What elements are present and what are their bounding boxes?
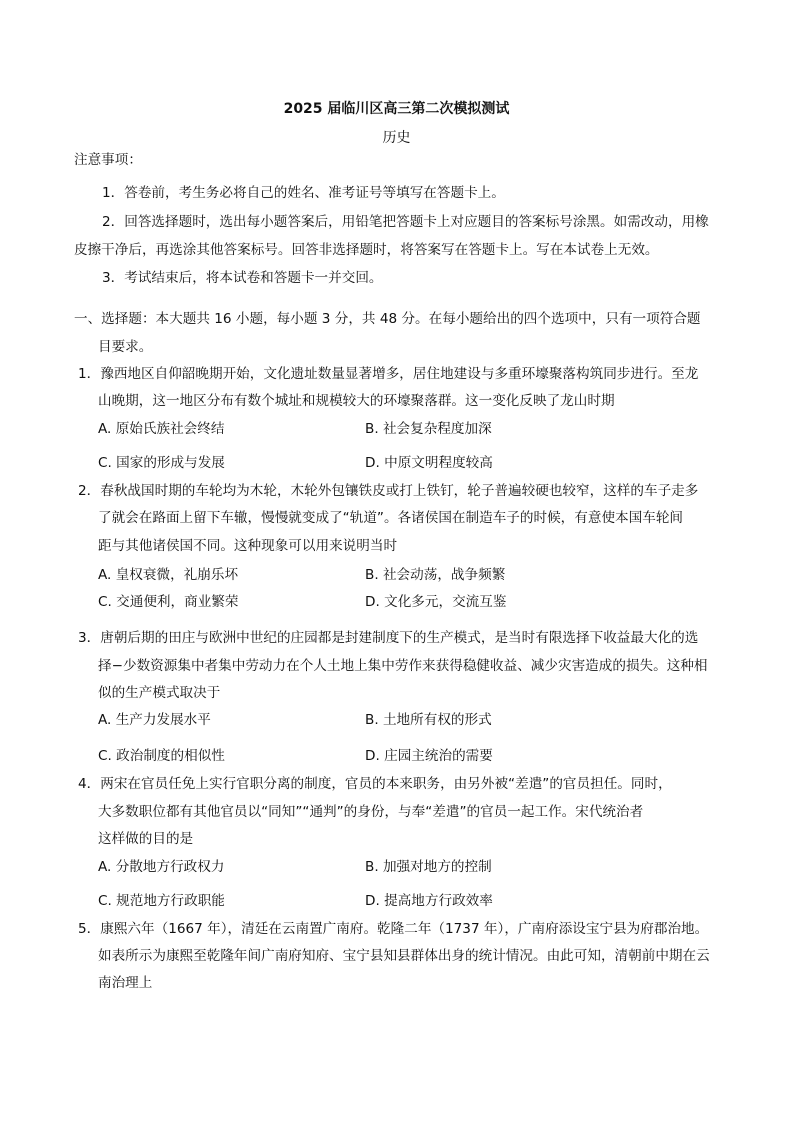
question-3-option-d[interactable]: D. 庄园主统治的需要: [365, 748, 493, 764]
question-3-option-c[interactable]: C. 政治制度的相似性: [98, 748, 225, 764]
subject-title: 历史: [382, 130, 411, 146]
question-1-option-b[interactable]: B. 社会复杂程度加深: [365, 421, 492, 437]
question-4-line-3: 这样做的目的是: [98, 831, 194, 847]
section-heading-line-2: 目要求。: [98, 339, 153, 355]
question-1-option-d[interactable]: D. 中原文明程度较高: [365, 455, 493, 471]
question-3-option-a[interactable]: A. 生产力发展水平: [98, 712, 211, 728]
exam-title: 2025 届临川区高三第二次模拟测试: [283, 101, 510, 117]
question-1-line-1: 1．豫西地区自仰韶晚期开始，文化遗址数量显著增多，居住地建设与多重环壕聚落构筑同步进行。至龙: [78, 366, 699, 382]
question-5-line-2: 如表所示为康熙至乾隆年间广南府知府、宝宁县知县群体出身的统计情况。由此可知，清朝前中期在云: [98, 948, 710, 964]
section-heading-line-1: 一、选择题：本大题共 16 小题，每小题 3 分，共 48 分。在每小题给出的四个选项中，只有一项符合题: [74, 311, 701, 327]
question-3-line-1: 3．唐朝后期的田庄与欧洲中世纪的庄园都是封建制度下的生产模式，是当时有限选择下收益最大化的选: [78, 630, 699, 646]
question-2-line-1: 2．春秋战国时期的车轮均为木轮，木轮外包镶铁皮或打上铁钉，轮子普遍较硬也较窄，这样的车子走多: [78, 483, 699, 499]
question-2-option-a[interactable]: A. 皇权衰微，礼崩乐坏: [98, 567, 239, 583]
question-1-option-a[interactable]: A. 原始氏族社会终结: [98, 421, 225, 437]
notice-item-2-line-1: 2．回答选择题时，选出每小题答案后，用铅笔把答题卡上对应题目的答案标号涂黑。如需改动，用橡: [102, 214, 709, 230]
question-3-option-b[interactable]: B. 土地所有权的形式: [365, 712, 492, 728]
notice-heading: 注意事项：: [74, 152, 142, 168]
question-5-line-3: 南治理上: [98, 975, 153, 991]
question-4-option-c[interactable]: C. 规范地方行政职能: [98, 893, 225, 909]
notice-item-1: 1．答卷前，考生务必将自己的姓名、准考证号等填写在答题卡上。: [102, 185, 505, 201]
question-1-line-2: 山晚期，这一地区分布有数个城址和规模较大的环壕聚落群。这一变化反映了龙山时期: [98, 393, 615, 409]
question-2-line-3: 距与其他诸侯国不同。这种现象可以用来说明当时: [98, 538, 398, 554]
question-2-line-2: 了就会在路面上留下车辙，慢慢就变成了“轨道”。各诸侯国在制造车子的时候，有意使本国车轮间: [98, 510, 684, 526]
question-2-option-d[interactable]: D. 文化多元，交流互鉴: [365, 594, 507, 610]
question-2-option-b[interactable]: B. 社会动荡，战争频繁: [365, 567, 506, 583]
question-3-line-3: 似的生产模式取决于: [98, 685, 221, 701]
question-4-option-a[interactable]: A. 分散地方行政权力: [98, 859, 225, 875]
notice-item-3: 3．考试结束后，将本试卷和答题卡一并交回。: [102, 270, 383, 286]
notice-item-2-line-2: 皮擦干净后，再选涂其他答案标号。回答非选择题时，将答案写在答题卡上。写在本试卷上无效。: [74, 242, 659, 258]
question-4-option-b[interactable]: B. 加强对地方的控制: [365, 859, 492, 875]
question-2-option-c[interactable]: C. 交通便利，商业繁荣: [98, 594, 239, 610]
question-4-line-2: 大多数职位都有其他官员以“同知”“通判”的身份，与奉“差遣”的官员一起工作。宋代统治者: [98, 804, 644, 820]
question-4-line-1: 4．两宋在官员任免上实行官职分离的制度，官员的本来职务，由另外被“差遣”的官员担任。同时，: [78, 776, 672, 792]
question-3-line-2: 择−少数资源集中者集中劳动力在个人土地上集中劳作来获得稳健收益、减少灾害造成的损失。这种相: [98, 658, 708, 674]
question-4-option-d[interactable]: D. 提高地方行政效率: [365, 893, 493, 909]
question-5-line-1: 5．康熙六年（1667 年），清廷在云南置广南府。乾隆二年（1737 年），广南府添设宝宁县为府郡治地。: [78, 921, 709, 937]
question-1-option-c[interactable]: C. 国家的形成与发展: [98, 455, 225, 471]
